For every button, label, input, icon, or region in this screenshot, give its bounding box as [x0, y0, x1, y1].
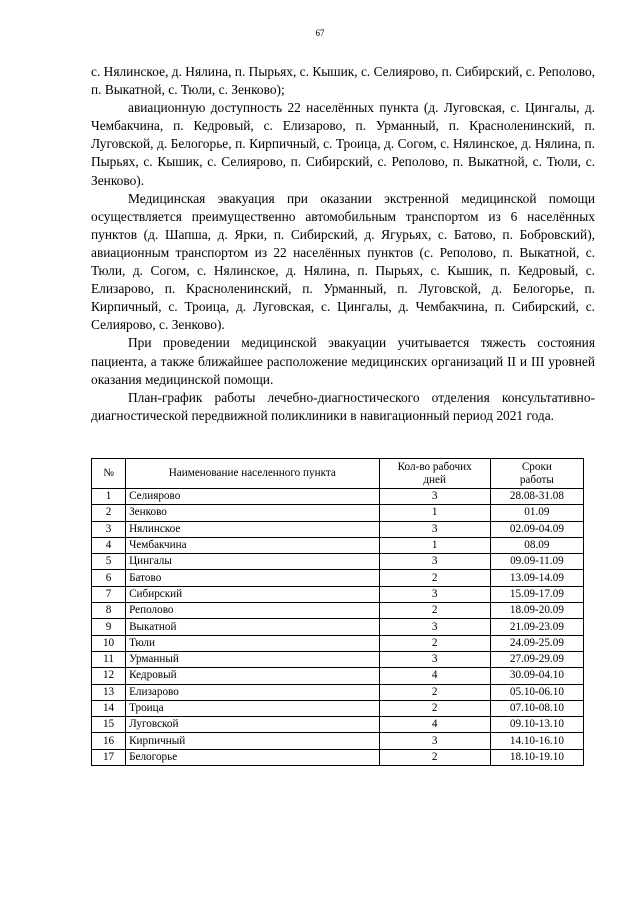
- row-settlement-cell: Сибирский: [126, 586, 380, 602]
- row-working-days-cell: 4: [379, 668, 490, 684]
- row-work-term-cell: 21.09-23.09: [490, 619, 583, 635]
- row-work-term-cell: 02.09-04.09: [490, 521, 583, 537]
- paragraph-patient-condition: При проведении медицинской эвакуации учитывается тяжесть состояния пациента, а также ближайшее расположение медицинских организаций II и III уровней оказания медицинской помощи.: [91, 335, 595, 387]
- row-number-cell: 1: [92, 489, 126, 505]
- header-work-term: [490, 459, 583, 489]
- row-working-days-cell: 2: [379, 635, 490, 651]
- row-settlement-cell: Чембакчина: [126, 537, 380, 553]
- row-work-term-cell: 05.10-06.10: [490, 684, 583, 700]
- table-row: [92, 570, 584, 586]
- row-work-term-cell: 30.09-04.10: [490, 668, 583, 684]
- schedule-table: [91, 458, 584, 766]
- table-row: [92, 733, 584, 749]
- row-settlement-cell: Белогорье: [126, 749, 380, 765]
- row-working-days-cell: 1: [379, 537, 490, 553]
- row-working-days-cell: 2: [379, 603, 490, 619]
- row-number-cell: 17: [92, 749, 126, 765]
- header-number: №: [92, 459, 126, 489]
- header-working-days-line1: Кол-во рабочих: [397, 460, 472, 473]
- header-work-term-line2: работы: [519, 473, 554, 486]
- row-settlement-cell: Селиярово: [126, 489, 380, 505]
- row-working-days-cell: 3: [379, 586, 490, 602]
- row-settlement-cell: Зенково: [126, 505, 380, 521]
- table-row: [92, 505, 584, 521]
- row-working-days-cell: 3: [379, 733, 490, 749]
- row-settlement-cell: Кедровый: [126, 668, 380, 684]
- row-work-term-cell: 09.10-13.10: [490, 717, 583, 733]
- row-working-days-cell: 4: [379, 717, 490, 733]
- row-number-cell: 8: [92, 603, 126, 619]
- row-work-term-cell: 09.09-11.09: [490, 554, 583, 570]
- row-working-days-cell: 3: [379, 521, 490, 537]
- row-number-cell: 16: [92, 733, 126, 749]
- row-work-term-cell: 24.09-25.09: [490, 635, 583, 651]
- paragraph-air-access: авиационную доступность 22 населённых пункта (д. Луговская, с. Цингалы, д. Чембакчина, п. Кедровый, с. Елизарово, п. Урманный, п. Красноленинский, п. Луговской, д. Белогорье, п. Кирпичный, с. Троица, д. Согом, с. Нялинское, д. Нялина, п. Пырьях, с. Кышик, с. Селиярово, п. Сибирский, с. Реполово, п. Выкатной, с. Тюли, с. Зенково).: [91, 100, 595, 188]
- row-work-term-cell: 01.09: [490, 505, 583, 521]
- row-settlement-cell: Луговской: [126, 717, 380, 733]
- row-work-term-cell: 08.09: [490, 537, 583, 553]
- row-number-cell: 4: [92, 537, 126, 553]
- row-working-days-cell: 2: [379, 700, 490, 716]
- row-number-cell: 10: [92, 635, 126, 651]
- table-row: [92, 684, 584, 700]
- row-working-days-cell: 3: [379, 489, 490, 505]
- row-work-term-cell: 13.09-14.09: [490, 570, 583, 586]
- row-working-days-cell: 3: [379, 619, 490, 635]
- row-working-days-cell: 2: [379, 684, 490, 700]
- row-work-term-cell: 07.10-08.10: [490, 700, 583, 716]
- row-number-cell: 5: [92, 554, 126, 570]
- row-number-cell: 6: [92, 570, 126, 586]
- row-number-cell: 14: [92, 700, 126, 716]
- row-work-term-cell: 15.09-17.09: [490, 586, 583, 602]
- row-number-cell: 12: [92, 668, 126, 684]
- table-row: [92, 586, 584, 602]
- document-body: [91, 63, 595, 425]
- row-working-days-cell: 3: [379, 651, 490, 667]
- table-row: [92, 603, 584, 619]
- row-work-term-cell: 14.10-16.10: [490, 733, 583, 749]
- table-row: [92, 749, 584, 765]
- table-row: [92, 651, 584, 667]
- row-settlement-cell: Кирпичный: [126, 733, 380, 749]
- row-number-cell: 2: [92, 505, 126, 521]
- row-settlement-cell: Тюли: [126, 635, 380, 651]
- header-working-days-line2: дней: [423, 473, 446, 486]
- table-row: [92, 554, 584, 570]
- row-working-days-cell: 2: [379, 749, 490, 765]
- table-row: [92, 700, 584, 716]
- row-settlement-cell: Нялинское: [126, 521, 380, 537]
- row-settlement-cell: Батово: [126, 570, 380, 586]
- row-work-term-cell: 18.09-20.09: [490, 603, 583, 619]
- row-settlement-cell: Елизарово: [126, 684, 380, 700]
- table-row: [92, 619, 584, 635]
- row-working-days-cell: 2: [379, 570, 490, 586]
- table-body: [92, 489, 584, 766]
- page-number: 67: [315, 28, 325, 38]
- row-working-days-cell: 3: [379, 554, 490, 570]
- row-work-term-cell: 18.10-19.10: [490, 749, 583, 765]
- header-work-term-line1: Сроки: [521, 460, 552, 473]
- row-number-cell: 7: [92, 586, 126, 602]
- table-row: [92, 489, 584, 505]
- table-header-row: [92, 459, 584, 489]
- row-number-cell: 3: [92, 521, 126, 537]
- paragraph-evacuation: Медицинская эвакуация при оказании экстренной медицинской помощи осуществляется преимущественно автомобильным транспортом из 6 населённых пунктов (д. Шапша, д. Ярки, п. Сибирский, д. Ягурьях, с. Батово, п. Бобровский), авиационным транспортом из 22 населённых пунктов (с. Реполово, п. Выкатной, с. Тюли, д. Согом, с. Нялинское, д. Нялина, п. Пырьях, с. Кышик, п. Кедровый, с. Елизарово, п. Красноленинский, п. Урманный, п. Луговской, д. Белогорье, п. Кирпичный, с. Троица, д. Луговская, с. Цингалы, д. Чембакчина, п. Сибирский, с. Селиярово, с. Зенково).: [91, 190, 595, 333]
- table-row: [92, 521, 584, 537]
- row-number-cell: 13: [92, 684, 126, 700]
- table-row: [92, 537, 584, 553]
- row-number-cell: 9: [92, 619, 126, 635]
- table-row: [92, 635, 584, 651]
- header-working-days: [379, 459, 490, 489]
- row-settlement-cell: Урманный: [126, 651, 380, 667]
- table-row: [92, 668, 584, 684]
- row-number-cell: 11: [92, 651, 126, 667]
- table-row: [92, 717, 584, 733]
- row-settlement-cell: Троица: [126, 700, 380, 716]
- row-settlement-cell: Реполово: [126, 603, 380, 619]
- row-settlement-cell: Выкатной: [126, 619, 380, 635]
- row-settlement-cell: Цингалы: [126, 554, 380, 570]
- row-work-term-cell: 27.09-29.09: [490, 651, 583, 667]
- row-work-term-cell: 28.08-31.08: [490, 489, 583, 505]
- row-number-cell: 15: [92, 717, 126, 733]
- header-settlement-name: Наименование населенного пункта: [126, 459, 380, 489]
- plan-title: План-график работы лечебно-диагностического отделения консультативно-диагностической передвижной поликлиники в навигационный период 2021 года.: [91, 389, 595, 423]
- paragraph-continuation: с. Нялинское, д. Нялина, п. Пырьях, с. Кышик, с. Селиярово, п. Сибирский, с. Реполово, п. Выкатной, с. Тюли, с. Зенково);: [91, 64, 595, 98]
- row-working-days-cell: 1: [379, 505, 490, 521]
